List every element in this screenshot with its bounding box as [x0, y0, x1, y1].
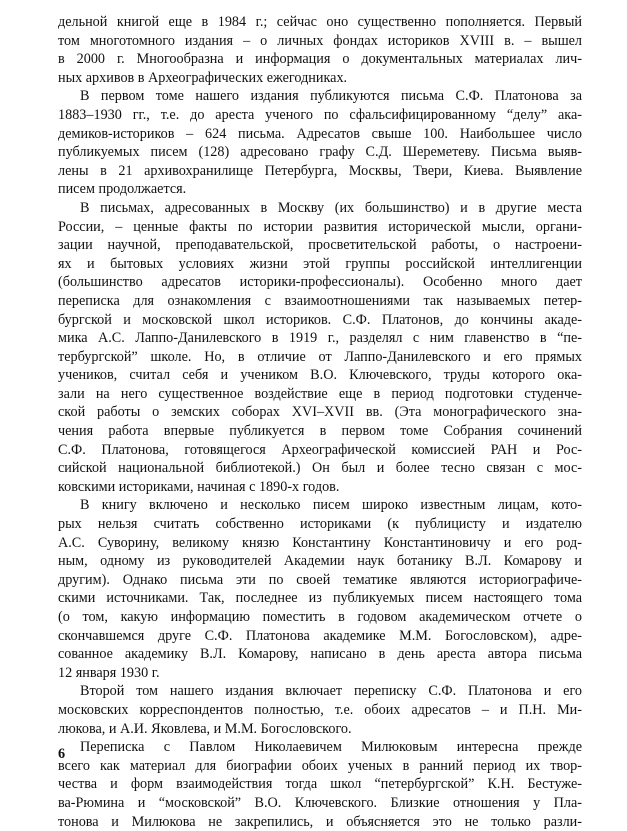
text-line: России, – ценные факты по истории развития исторической мысли, органи-	[58, 218, 582, 235]
text-line: в 2000 г. Многообразна и информация о документальных материалах лич-	[58, 51, 582, 68]
page-number: 6	[58, 746, 66, 762]
text-line: ва-Рюмина и “московской” В.О. Ключевского. Близкие отношения у Пла-	[58, 794, 582, 811]
text-line: 1883–1930 гг., т.е. до ареста ученого по сфальсифицированному “делу” ака-	[58, 106, 582, 123]
text-line: В письмах, адресованных в Москву (их большинство) и в другие места	[80, 199, 582, 216]
text-line: С.Ф. Платонова, готовящегося Археографической комиссией РАН и Рос-	[58, 441, 582, 458]
text-line: сованное академику В.Л. Комарову, написано в день ареста автора письма	[58, 646, 582, 663]
text-line: демиков-историков – 624 письма. Адресатов свыше 100. Наибольшее число	[58, 125, 582, 142]
text-line: чества и форм взаимодействия тогда школ “петербургской” К.Н. Бестуже-	[58, 776, 582, 793]
text-line: рых нельзя считать собственно историками (к публицисту и издателю	[58, 516, 582, 533]
text-line: учеников, считал себя и учеником В.О. Ключевского, труды которого ока-	[58, 367, 582, 384]
body-text	[58, 13, 582, 831]
text-line: Второй том нашего издания включает переписку С.Ф. Платонова и его	[80, 683, 582, 700]
text-line: чения работа впервые публикуется в первом томе Собрания сочинений	[58, 423, 582, 440]
text-line: А.С. Суворину, великому князю Константину Константиновичу и его род-	[58, 534, 582, 551]
text-line: ным, одному из руководителей Академии наук ботанику В.Л. Комарову и	[58, 553, 582, 570]
text-line: бургской и московской школ историков. С.Ф. Платонов, до кончины акаде-	[58, 311, 582, 328]
text-line: люкова, и А.И. Яковлева, и М.М. Богословского.	[58, 720, 352, 737]
text-line: В первом томе нашего издания публикуются письма С.Ф. Платонова за	[80, 88, 582, 105]
text-line: лены в 21 архивохранилище Петербурга, Москвы, Твери, Киева. Выявление	[58, 162, 582, 179]
text-line: мика А.С. Лаппо-Данилевского в 1919 г., разделял с ним главенство в “пе-	[58, 330, 582, 347]
text-line: скими источниками. Так, последнее из публикуемых писем настоящего тома	[58, 590, 582, 607]
text-line: писем продолжается.	[58, 181, 187, 198]
text-line: переписка для ознакомления с взаимоотношениями так называемых петер-	[58, 292, 582, 309]
text-line: (о том, какую информацию поместить в годовом академическом отчете о	[58, 609, 582, 625]
text-line: дельной книгой еще в 1984 г.; сейчас оно существенно пополняется. Первый	[58, 14, 582, 30]
text-line: ях и бытовых условиях жизни этой группы российской интеллигенции	[58, 255, 582, 272]
text-line: (большинство адресатов историки-профессионалы). Особенно много дает	[58, 274, 582, 291]
text-line: том многотомного издания – о личных фондах историков XVIII в. – вышел	[58, 32, 582, 49]
text-line: Переписка с Павлом Николаевичем Милюковым интересна прежде	[80, 739, 582, 756]
text-line: тербургской” школе. Но, в отличие от Лаппо-Данилевского и его прямых	[58, 348, 582, 365]
text-line: ных архивов в Археографических ежегодниках.	[58, 69, 348, 86]
text-line: всего как материал для биографии обоих ученых в ранний период их твор-	[58, 757, 582, 774]
text-line: публикуемых писем (128) адресовано графу С.Д. Шереметеву. Письма выяв-	[58, 144, 582, 161]
text-line: зали на него существенное воздействие еще в период подготовки студенче-	[58, 385, 582, 402]
text-line: ковскими историками, начиная с 1890-х годов.	[58, 478, 340, 495]
text-line: В книгу включено и несколько писем широко известным лицам, кото-	[80, 497, 582, 514]
text-line: тонова и Милюкова не закрепились, и объясняется это не только разли-	[58, 813, 582, 830]
text-line: другим). Однако письма эти по своей тематике являются историографиче-	[58, 571, 582, 588]
text-line: скончавшемся друге С.Ф. Платонова академике М.М. Богословском), адре-	[58, 627, 582, 644]
text-line: 12 января 1930 г.	[58, 664, 160, 681]
text-line: сийской национальной библиотекой.) Он был и более тесно связан с мос-	[58, 460, 582, 477]
text-line: московских корреспондентов полностью, т.е. обоих адресатов – и П.Н. Ми-	[58, 701, 582, 718]
text-line: ской работы о земских соборах XVI–XVII вв. (Эта монографического зна-	[58, 404, 582, 421]
text-line: зации научной, преподавательской, просветительской работы, о настроени-	[58, 237, 582, 254]
